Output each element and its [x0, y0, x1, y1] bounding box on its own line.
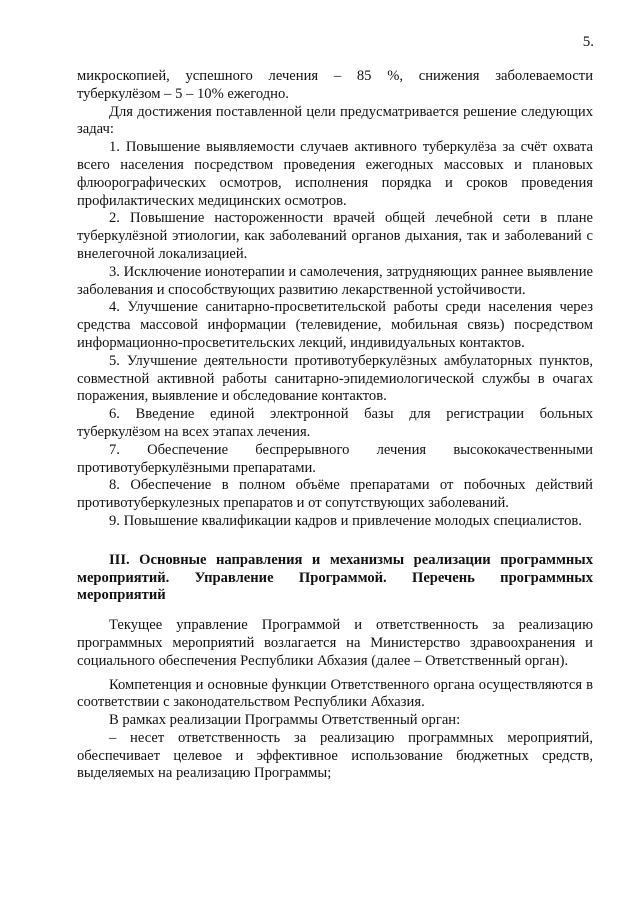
- task-item-7: 7. Обеспечение беспрерывного лечения высококачественными противотуберкулёзными препаратами.: [77, 441, 593, 476]
- section-paragraph-management: Текущее управление Программой и ответственность за реализацию программных мероприятий возлагается на Министерство здравоохранения и социального обеспечения Республики Абхазия (далее – Ответственный орган).: [77, 617, 593, 669]
- page-number: 5.: [582, 34, 594, 50]
- section-paragraph-framework: В рамках реализации Программы Ответственный орган:: [109, 712, 461, 729]
- document-body: [77, 68, 593, 783]
- task-item-3: 3. Исключение ионотерапии и самолечения, затрудняющих раннее выявление заболевания и способствующих развитию лекарственной устойчивости.: [77, 263, 593, 298]
- task-item-5: 5. Улучшение деятельности противотуберкулёзных амбулаторных пунктов, совместной активной работы санитарно-эпидемиологической службы в очагах поражения, выявление и обследование контактов.: [77, 352, 593, 405]
- task-item-1: 1. Повышение выявляемости случаев активного туберкулёза за счёт охвата всего населения посредством проведения ежегодных массовых и плановых флюорографических осмотров, исполнения порядка и сроков проведения профилактических медицинских осмотров.: [77, 139, 593, 209]
- task-item-2: 2. Повышение настороженности врачей общей лечебной сети в плане туберкулёзной этиологии, как заболеваний органов дыхания, так и заболеваний с внелегочной локализацией.: [77, 210, 593, 262]
- paragraph-tasks-intro: Для достижения поставленной цели предусматривается решение следующих задач:: [77, 103, 593, 138]
- task-item-9: 9. Повышение квалификации кадров и привлечение молодых специалистов.: [109, 512, 582, 529]
- section-heading: III. Основные направления и механизмы реализации программных мероприятий. Управление Программой. Перечень программных мероприятий: [77, 551, 593, 604]
- task-item-6: 6. Введение единой электронной базы для регистрации больных туберкулёзом на всех этапах лечения.: [77, 406, 593, 440]
- paragraph-continuation: микроскопией, успешного лечения – 85 %, снижения заболеваемости туберкулёзом – 5 – 10% ежегодно.: [77, 68, 593, 102]
- section-paragraph-competence: Компетенция и основные функции Ответственного органа осуществляются в соответствии с законодательством Республики Абхазия.: [77, 676, 593, 711]
- task-item-4: 4. Улучшение санитарно-просветительской работы среди населения через средства массовой информации (телевидение, мобильная связь) посредством информационно-просветительских лекций, индивидуальных контактов.: [77, 299, 593, 351]
- section-paragraph-responsibility: – несет ответственность за реализацию программных мероприятий, обеспечивает целевое и эффективное использование бюджетных средств, выделяемых на реализацию Программы;: [77, 729, 593, 782]
- task-item-8: 8. Обеспечение в полном объёме препаратами от побочных действий противотуберкулезных препаратов и от сопутствующих заболеваний.: [77, 477, 593, 512]
